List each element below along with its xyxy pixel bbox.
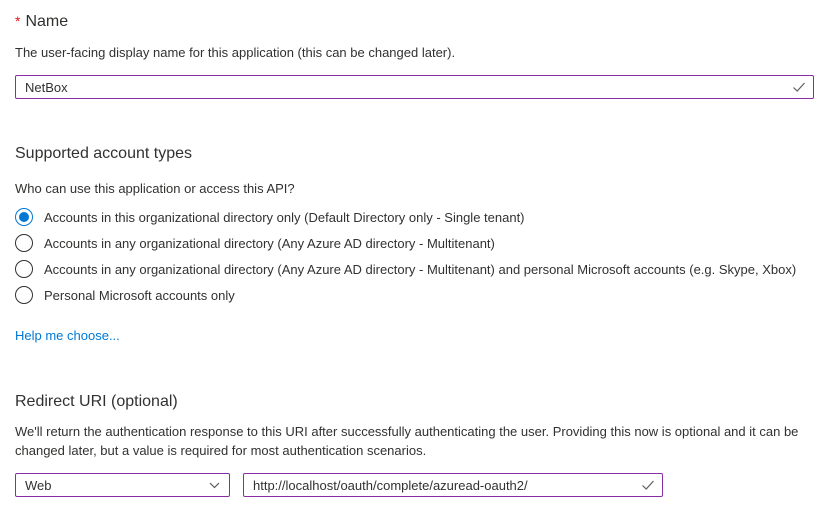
radio-button-icon[interactable]	[15, 286, 33, 304]
redirect-uri-input[interactable]	[243, 473, 663, 497]
help-me-choose-link[interactable]: Help me choose...	[15, 328, 120, 343]
account-types-question: Who can use this application or access this API?	[15, 181, 295, 196]
platform-dropdown-value: Web	[25, 477, 52, 493]
platform-dropdown[interactable]	[15, 473, 230, 497]
radio-option-label: Accounts in any organizational directory (Any Azure AD directory - Multitenant)	[44, 235, 495, 251]
radio-option-label: Personal Microsoft accounts only	[44, 287, 235, 303]
account-types-title: Supported account types	[15, 145, 193, 162]
radio-option-multitenant-personal[interactable]	[15, 256, 814, 282]
required-asterisk: *	[15, 13, 21, 29]
name-title-text: Name	[25, 13, 69, 30]
name-input-wrap	[15, 75, 814, 99]
name-section-title	[15, 11, 814, 32]
name-input[interactable]	[15, 75, 814, 99]
radio-button-icon[interactable]	[15, 260, 33, 278]
radio-option-personal-only[interactable]	[15, 282, 814, 308]
radio-button-icon[interactable]	[15, 234, 33, 252]
redirect-uri-row	[15, 473, 814, 497]
radio-button-icon[interactable]	[15, 208, 33, 226]
radio-option-single-tenant[interactable]	[15, 204, 814, 230]
radio-option-multitenant[interactable]	[15, 230, 814, 256]
name-description: The user-facing display name for this application (this can be changed later).	[15, 45, 456, 60]
redirect-uri-title: Redirect URI (optional)	[15, 393, 178, 410]
uri-input-wrap	[243, 473, 663, 497]
radio-option-label: Accounts in any organizational directory (Any Azure AD directory - Multitenant) and personal Microsoft accounts (e.g. Skype, Xbox)	[44, 261, 797, 277]
radio-option-label: Accounts in this organizational directory only (Default Directory only - Single tenant)	[44, 209, 525, 225]
chevron-down-icon	[208, 479, 221, 492]
redirect-uri-description: We'll return the authentication response to this URI after successfully authenticating the user. Providing this now is optional and it can be changed later, but a value is required for most authentication scenarios.	[15, 424, 799, 458]
account-types-radio-group	[15, 204, 814, 308]
